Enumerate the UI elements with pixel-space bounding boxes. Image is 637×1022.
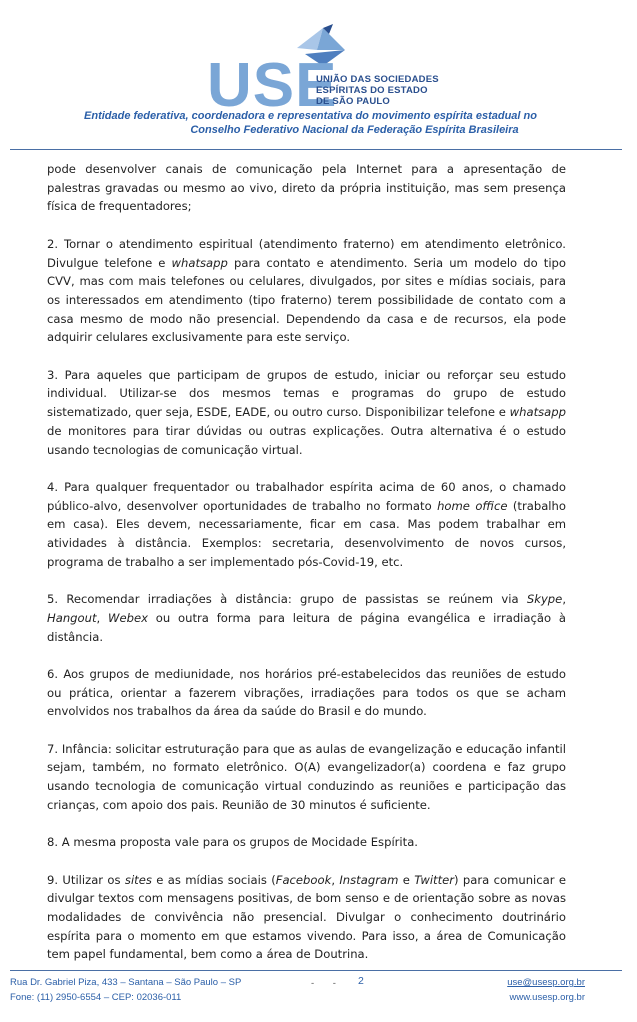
page-number: 2 bbox=[358, 975, 364, 987]
paragraph-item-4 bbox=[47, 478, 566, 572]
italic-term: Instagram bbox=[339, 872, 399, 887]
paragraph-item-9 bbox=[47, 871, 566, 965]
footer-email-link[interactable]: use@usesp.org.br bbox=[507, 977, 585, 988]
paragraph-item-5 bbox=[47, 590, 566, 646]
footer-divider bbox=[10, 970, 622, 971]
text-run: ) para comunicar e divulgar textos com mensagens positivas, de bom senso e de orientação sobre as novas modalidades de convivência não presencial. Divulgar o conhecimento doutrinário espírita para o momento em que estamos vivendo. Para isso, a área de Comunicação tem papel fundamental, bem como a área de Doutrina. bbox=[47, 872, 567, 962]
footer-dashes: - - bbox=[311, 978, 344, 989]
paragraph-item-2 bbox=[47, 235, 566, 347]
tagline-line-1: Entidade federativa, coordenadora e representativa do movimento espírita estadual no bbox=[84, 110, 537, 122]
tagline-line-2: Conselho Federativo Nacional da Federação Espírita Brasileira bbox=[190, 124, 519, 136]
text-run: para contato e atendimento. Seria um modelo do tipo CVV, mas com mais telefones ou celulares, divulgados, por sites e mídias sociais, para os interessados em atendimento (tipo fraterno) terem possibilidade de contato com a casa mesmo de modo não presencial. Dependendo da casa e de recursos, ela pode adquirir celulares exclusivamente para este serviço. bbox=[47, 255, 566, 345]
italic-term: Twitter bbox=[414, 872, 455, 887]
footer-phone: Fone: (11) 2950-6554 – CEP: 02036-011 bbox=[10, 992, 182, 1003]
text-run: 9. Utilizar os bbox=[47, 872, 125, 887]
italic-term: whatsapp bbox=[171, 255, 228, 270]
italic-term: Hangout bbox=[47, 610, 97, 625]
org-name-line: UNIÃO DAS SOCIEDADES bbox=[316, 74, 439, 85]
italic-term: Skype bbox=[526, 592, 563, 607]
text-run: de monitores para tirar dúvidas ou outras explicações. Outra alternativa é o estudo usando tecnologias de comunicação virtual. bbox=[47, 423, 566, 457]
text-run: , bbox=[562, 592, 566, 607]
text-run: , bbox=[331, 872, 340, 887]
italic-term: home office bbox=[437, 498, 508, 513]
italic-term: sites bbox=[124, 872, 152, 887]
paragraph-item-7: 7. Infância: solicitar estruturação para que as aulas de evangelização e educação infantil sejam, também, no formato eletrônico. O(A) evangelizador(a) coordena e faz grupo usando tecnologia de comunicação virtual conduzindo as reuniões e participação das crianças, com apoio dos pais. Reunião de 30 minutos é suficiente. bbox=[47, 741, 566, 812]
text-run: (trabalho em casa). Eles devem, necessariamente, ficar em casa. Mas podem trabalhar em atividades à distância. Exemplos: secretaria, desenvolvimento de novos cursos, programa de trabalho a ser implementado pós-Covid-19, etc. bbox=[47, 498, 566, 569]
text-run: , bbox=[96, 610, 109, 625]
text-run: 4. Para qualquer frequentador ou trabalhador espírita acima de 60 anos, o chamado público-alvo, desenvolver oportunidades de trabalho no formato bbox=[47, 479, 566, 513]
paragraph-item-6: 6. Aos grupos de mediunidade, nos horários pré-estabelecidos das reuniões de estudo ou prática, orientar a fazerem vibrações, irradiações para todos os que se acham envolvidos nos trabalhos da área da saúde do Brasil e do mundo. bbox=[47, 666, 566, 719]
text-run: e as mídias sociais ( bbox=[151, 872, 276, 887]
text-run: 5. Recomendar irradiações à distância: grupo de passistas se reúnem via bbox=[47, 592, 527, 607]
logo-text: USE bbox=[207, 51, 338, 110]
italic-term: whatsapp bbox=[509, 405, 566, 420]
text-run: e bbox=[398, 872, 415, 887]
text-run: 3. Para aqueles que participam de grupos de estudo, iniciar ou reforçar seu estudo individual. Utilizar-se dos mesmos temas e programas do grupo de estudo sistematizado, quer seja, ESDE, EADE, ou outro curso. Disponibilizar telefone e bbox=[47, 367, 566, 420]
footer-website-link[interactable]: www.usesp.org.br bbox=[509, 992, 585, 1003]
text-run: 2. Tornar o atendimento espiritual (atendimento fraterno) em atendimento eletrônico. Divulgue telefone e bbox=[47, 236, 566, 270]
italic-term: Webex bbox=[108, 610, 148, 625]
text-run: ou outra forma para leitura de página evangélica e irradiação à distância. bbox=[47, 610, 566, 644]
header-divider bbox=[10, 149, 622, 150]
italic-term: Facebook bbox=[275, 872, 332, 887]
paragraph: pode desenvolver canais de comunicação pela Internet para a apresentação de palestras gravadas ou mesmo ao vivo, direto da própria instituição, mas sem presença física de frequentadores; bbox=[47, 162, 566, 214]
org-name-line: ESPÍRITAS DO ESTADO bbox=[316, 85, 428, 96]
org-name-line: DE SÃO PAULO bbox=[316, 96, 391, 107]
paragraph-item-3 bbox=[47, 366, 566, 460]
organization-name bbox=[316, 74, 439, 107]
paragraph-item-8: 8. A mesma proposta vale para os grupos de Mocidade Espírita. bbox=[47, 835, 418, 850]
document-body bbox=[47, 160, 566, 964]
letterhead bbox=[0, 0, 637, 150]
footer-address: Rua Dr. Gabriel Piza, 433 – Santana – São Paulo – SP bbox=[10, 977, 242, 988]
